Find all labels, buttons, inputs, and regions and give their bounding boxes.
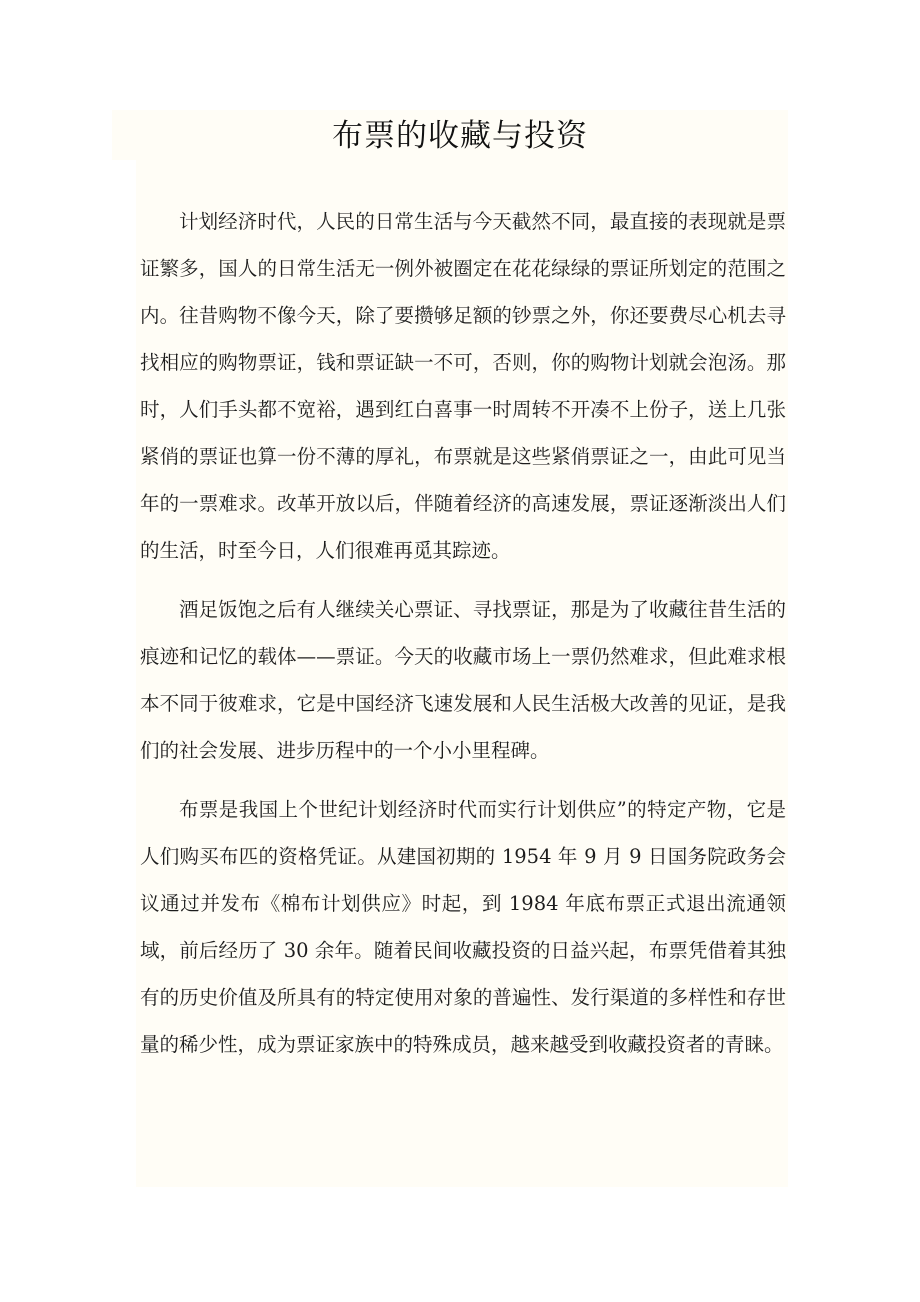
paragraph-1: 计划经济时代，人民的日常生活与今天截然不同，最直接的表现就是票证繁多，国人的日常生活无一例外被圈定在花花绿绿的票证所划定的范围之内。往昔购物不像今天，除了要攒够足额的钞票之外，你还要费尽心机去寻找相应的购物票证，钱和票证缺一不可，否则，你的购物计划就会泡汤。那时，人们手头都不宽裕，遇到红白喜事一时周转不开凑不上份子，送上几张紧俏的票证也算一份不薄的厚礼，布票就是这些紧俏票证之一，由此可见当年的一票难求。改革开放以后，伴随着经济的高速发展，票证逐渐淡出人们的生活，时至今日，人们很难再觅其踪迹。 xyxy=(140,210,786,562)
paragraph-2: 酒足饭饱之后有人继续关心票证、寻找票证，那是为了收藏往昔生活的痕迹和记忆的载体——票证。今天的收藏市场上一票仍然难求，但此难求根本不同于彼难求，它是中国经济飞速发展和人民生活极大改善的见证，是我们的社会发展、进步历程中的一个小小里程碑。 xyxy=(140,598,786,762)
document-title: 布票的收藏与投资 xyxy=(332,118,588,154)
document-body xyxy=(140,198,786,1080)
paragraph-3: 布票是我国上个世纪计划经济时代而实行计划供应”的特定产物，它是人们购买布匹的资格凭证。从建国初期的 1954 年 9 月 9 日国务院政务会议通过并发布《棉布计划供应》时起，到 1984 年底布票正式退出流通领域，前后经历了 30 余年。随着民间收藏投资的日益兴起，布票凭借着其独有的历史价值及所具有的特定使用对象的普遍性、发行渠道的多样性和存世量的稀少性，成为票证家族中的特殊成员，越来越受到收藏投资者的青睐。 xyxy=(140,798,786,1056)
